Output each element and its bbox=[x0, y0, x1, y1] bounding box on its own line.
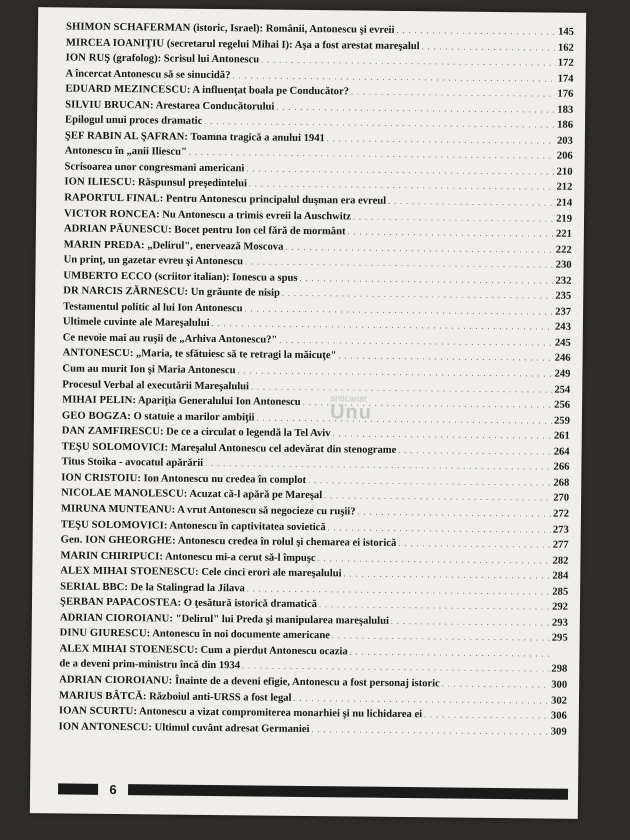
watermark-line1: anticariat bbox=[330, 393, 367, 404]
footer-bar-right bbox=[128, 784, 568, 800]
toc-page-number: 302 bbox=[551, 695, 568, 707]
toc-title: : Antonescu mi-a cerut să-l împuşc bbox=[159, 551, 316, 564]
toc-page-number: 298 bbox=[551, 663, 568, 676]
toc-leader-dots bbox=[391, 614, 550, 631]
watermark-line2: Unu bbox=[329, 401, 373, 424]
footer-bar-left bbox=[58, 783, 98, 794]
toc-title: : "Delirul" lui Preda şi manipularea mareşalului bbox=[169, 613, 390, 627]
toc-page-number: 245 bbox=[554, 337, 571, 349]
toc-leader-dots bbox=[398, 443, 551, 460]
toc-page-number: 254 bbox=[554, 384, 571, 396]
toc-page-number: 222 bbox=[555, 244, 572, 256]
toc-title: : O statuie a marilor ambiţii bbox=[127, 410, 255, 424]
toc-title: (istoric, Israel): Românii, Antonescu şi evreii bbox=[190, 22, 395, 36]
toc-author: SILVIU BRUCAN bbox=[65, 99, 151, 112]
toc-title: : Antonescu în captivitatea sovietică bbox=[163, 519, 326, 533]
toc-author: ION RUŞ bbox=[65, 52, 111, 65]
toc-title: Epilogul unui proces dramatic bbox=[64, 114, 203, 128]
toc-page-number: 273 bbox=[552, 524, 569, 536]
toc-page-number: 212 bbox=[556, 182, 573, 194]
toc-page-number: 261 bbox=[553, 430, 570, 442]
toc-page-number: 249 bbox=[554, 368, 571, 380]
toc-page-number: 221 bbox=[555, 228, 572, 240]
toc-entry-text bbox=[65, 144, 187, 161]
toc-entry-text bbox=[65, 113, 202, 130]
toc-page-number: 292 bbox=[552, 601, 569, 613]
toc-page-number: 293 bbox=[551, 617, 568, 629]
book-page bbox=[30, 7, 586, 819]
toc-page-number: 237 bbox=[555, 306, 572, 318]
page-number: 6 bbox=[109, 781, 117, 797]
toc-page-number: 214 bbox=[556, 197, 573, 209]
toc-title: Ultimele cuvinte ale Mareşalului bbox=[62, 316, 210, 330]
toc-title: : Apariţia Generalului Ion Antonescu bbox=[132, 395, 301, 409]
toc-author: SERIAL BBC bbox=[60, 581, 125, 593]
toc-page-number: 277 bbox=[552, 539, 569, 551]
toc-page-number: 256 bbox=[554, 399, 571, 411]
toc-page-number: 300 bbox=[551, 679, 568, 691]
toc-title: Cum au murit Ion şi Maria Antonescu bbox=[62, 363, 236, 377]
toc-title: : Războiul anti-URSS a fost legal bbox=[142, 690, 292, 704]
toc-title: Scrisoarea unor congresmani americani bbox=[64, 161, 245, 175]
toc-title: : Răspunsul preşedintelui bbox=[131, 177, 247, 190]
toc-title: Ce nevoie mai au ruşii de „Arhiva Antonescu?" bbox=[62, 332, 278, 346]
toc-title: : Bocet pentru Ion cel fără de mormânt bbox=[168, 224, 346, 238]
toc-page-number: 272 bbox=[553, 508, 570, 520]
toc-page-number: 174 bbox=[557, 73, 574, 85]
toc-page-number: 232 bbox=[555, 275, 572, 287]
toc-title: : Ion Antonescu nu credea în complot bbox=[137, 473, 307, 486]
toc-title: : Pentru Antonescu principalul duşman era evreul bbox=[159, 193, 387, 207]
toc-author: TEŞU SOLOMOVICI bbox=[60, 518, 164, 531]
toc-page-number: 183 bbox=[557, 104, 574, 116]
toc-page-number: 266 bbox=[553, 461, 570, 474]
toc-page-number: 219 bbox=[556, 213, 573, 225]
toc-title: : Antonescu a vizat compromiterea monarhiei şi nu lichidarea ei bbox=[133, 706, 423, 721]
toc-title: : Mareşalul Antonescu cel adevărat din stenograme bbox=[164, 442, 397, 456]
toc-title: de a deveni prim-ministru încă din 1934 bbox=[59, 658, 241, 672]
toc-entry-text bbox=[62, 361, 235, 378]
toc-author: ŞEF RABIN AL ŞAFRAN bbox=[64, 130, 185, 143]
toc-page-number: 270 bbox=[553, 492, 570, 505]
toc-author: MARIN CHIRIPUCI bbox=[60, 550, 160, 563]
toc-title: : Înainte de a deveni efigie, Antonescu a fost personaj istoric bbox=[168, 675, 440, 690]
toc-author: SHIMON SCHAFERMAN bbox=[65, 21, 191, 34]
toc-title: Un prinţ, un gazetar evreu şi Antonescu bbox=[63, 254, 244, 268]
toc-page-number: 176 bbox=[557, 88, 574, 100]
toc-title: : Cum a pierdut Antonescu ocazia bbox=[194, 644, 348, 658]
toc-entry-text bbox=[63, 315, 210, 332]
toc-title: : Cele cinci erori ale mareşalului bbox=[195, 566, 342, 580]
toc-page-number: 243 bbox=[554, 321, 571, 334]
toc-page-number: 235 bbox=[555, 290, 572, 303]
toc-entry-text bbox=[59, 657, 240, 674]
toc-author: ALEX MIHAI STOENESCU bbox=[59, 643, 195, 656]
toc-author: NICOLAE MANOLESCU bbox=[61, 487, 184, 501]
toc-leader-dots bbox=[396, 23, 556, 40]
toc-leader-dots bbox=[422, 39, 556, 56]
toc-author: ADRIAN CIOROIANU bbox=[59, 674, 169, 687]
toc-title: : Arestarea Conducătorului bbox=[149, 100, 275, 113]
toc-title: : Toamna tragică a anului 1941 bbox=[184, 131, 325, 144]
toc-page-number: 172 bbox=[557, 57, 574, 69]
toc-page-number: 264 bbox=[553, 446, 570, 458]
toc-title: : Antonescu în noi documente americane bbox=[146, 628, 331, 642]
toc-author: TEŞU SOLOMOVICI bbox=[61, 441, 165, 454]
toc-author: ION CRISTOIU bbox=[61, 472, 138, 485]
toc-title: : A influenţat boala pe Conducător? bbox=[186, 84, 350, 98]
toc-author: ŞERBAN PAPACOSTEA bbox=[59, 596, 178, 609]
toc-page-number: 259 bbox=[553, 415, 570, 427]
toc-page-number: 162 bbox=[557, 42, 574, 54]
toc-title: : Acuzat că-l apără pe Mareşal bbox=[183, 489, 323, 502]
toc-leader-dots bbox=[424, 707, 549, 724]
toc-author: ION ANTONESCU bbox=[58, 721, 149, 733]
toc-entry-text bbox=[64, 159, 244, 176]
toc-author: RAPORTUL FINAL bbox=[64, 192, 160, 205]
toc-author: DR NARCIS ZĂRNESCU bbox=[63, 285, 185, 298]
toc-title: : De la Stalingrad la Jilava bbox=[124, 581, 245, 595]
toc-title: : „Maria, te sfătuiesc să te retragi la măicuţe" bbox=[129, 348, 337, 362]
toc-page-number: 306 bbox=[550, 710, 567, 722]
toc-title: : „Delirul", enervează Moscova bbox=[141, 239, 284, 253]
toc-leader-dots bbox=[388, 194, 554, 211]
toc-title: (scriitor italian): Ionescu a spus bbox=[152, 271, 298, 284]
toc-title: Testamentul politic al lui Ion Antonescu bbox=[63, 301, 243, 315]
toc-page-number: 186 bbox=[557, 119, 574, 132]
table-of-contents bbox=[59, 19, 574, 739]
toc-page-number: 206 bbox=[556, 150, 573, 163]
toc-entry-text bbox=[59, 719, 310, 737]
toc-author: ALEX MIHAI STOENESCU bbox=[60, 565, 196, 578]
toc-author: ANTONESCU bbox=[62, 347, 130, 360]
toc-author: DAN ZAMFIRESCU bbox=[61, 425, 161, 438]
toc-author: ADRIAN CIOROIANU bbox=[59, 612, 170, 625]
toc-entry-text bbox=[61, 455, 203, 472]
toc-page-number: 246 bbox=[554, 353, 571, 365]
toc-page-number: 145 bbox=[558, 26, 575, 38]
toc-author: EDUARD MEZINCESCU bbox=[65, 83, 187, 96]
toc-title: A încercat Antonescu să se sinucidă? bbox=[65, 68, 231, 81]
toc-page-number: 285 bbox=[552, 586, 569, 598]
toc-page-number: 268 bbox=[553, 477, 570, 489]
toc-title: : Ultimul cuvânt adresat Germaniei bbox=[148, 721, 310, 735]
toc-page-number: 210 bbox=[556, 166, 573, 178]
toc-title: (grafolog): Scrisul lui Antonescu bbox=[110, 53, 260, 66]
toc-title: : A vrut Antonescu să negocieze cu ruşii? bbox=[171, 504, 356, 518]
toc-entry-text bbox=[64, 175, 247, 192]
toc-entry-text bbox=[64, 253, 244, 270]
toc-page-number: 203 bbox=[556, 135, 573, 147]
toc-page-number: 295 bbox=[551, 632, 568, 645]
toc-author: ADRIAN PĂUNESCU bbox=[63, 223, 169, 236]
toc-title: : De ce a circulat o legendă la Tel Aviv bbox=[159, 426, 331, 440]
toc-title: Antonescu în „anii Iliescu" bbox=[64, 145, 187, 159]
toc-title: : O ţesătură istorică dramatică bbox=[177, 597, 318, 611]
page-footer bbox=[58, 781, 568, 800]
toc-title: : Antonescu credea în rolul şi chemarea ei istorică bbox=[172, 535, 397, 549]
toc-author: MIRUNA MUNTEANU bbox=[60, 503, 172, 516]
toc-author: MARIUS BÂTCĂ bbox=[58, 689, 143, 702]
toc-page-number: 230 bbox=[555, 259, 572, 271]
toc-author: MARIN PREDA bbox=[63, 239, 142, 251]
toc-author: VICTOR RONCEA bbox=[64, 207, 157, 220]
toc-entry-text bbox=[63, 299, 243, 316]
toc-page-number: 309 bbox=[550, 726, 567, 738]
toc-leader-dots bbox=[398, 536, 550, 553]
toc-title: (secretarul regelui Mihai I): Aşa a fost arestat mareşalul bbox=[164, 38, 420, 52]
toc-author: Gen. ION GHEORGHE bbox=[60, 534, 173, 547]
toc-leader-dots bbox=[442, 676, 550, 693]
toc-page-number: 282 bbox=[552, 555, 569, 567]
toc-entry-text bbox=[65, 66, 230, 83]
toc-title: Procesul Verbal al executării Mareşalului bbox=[62, 379, 250, 392]
toc-author: MIHAI PELIN bbox=[62, 394, 133, 407]
toc-title: Titus Stoika - avocatul apărării bbox=[61, 456, 204, 470]
toc-leader-dots bbox=[311, 722, 548, 740]
toc-author: DINU GIURESCU bbox=[59, 627, 147, 640]
toc-author: MIRCEA IOANIŢIU bbox=[65, 36, 165, 50]
watermark bbox=[330, 393, 400, 428]
toc-page-number: 284 bbox=[552, 570, 569, 582]
toc-author: ION ILIESCU bbox=[64, 176, 132, 189]
toc-author: UMBERTO ECCO bbox=[63, 270, 153, 283]
toc-author: IOAN SCURTU bbox=[58, 705, 134, 718]
toc-title: : Un grăunte de nisip bbox=[184, 286, 280, 299]
toc-author: GEO BOGZA bbox=[61, 410, 128, 422]
toc-title: : Nu Antonescu a trimis evreii la Auschwitz bbox=[156, 208, 352, 223]
